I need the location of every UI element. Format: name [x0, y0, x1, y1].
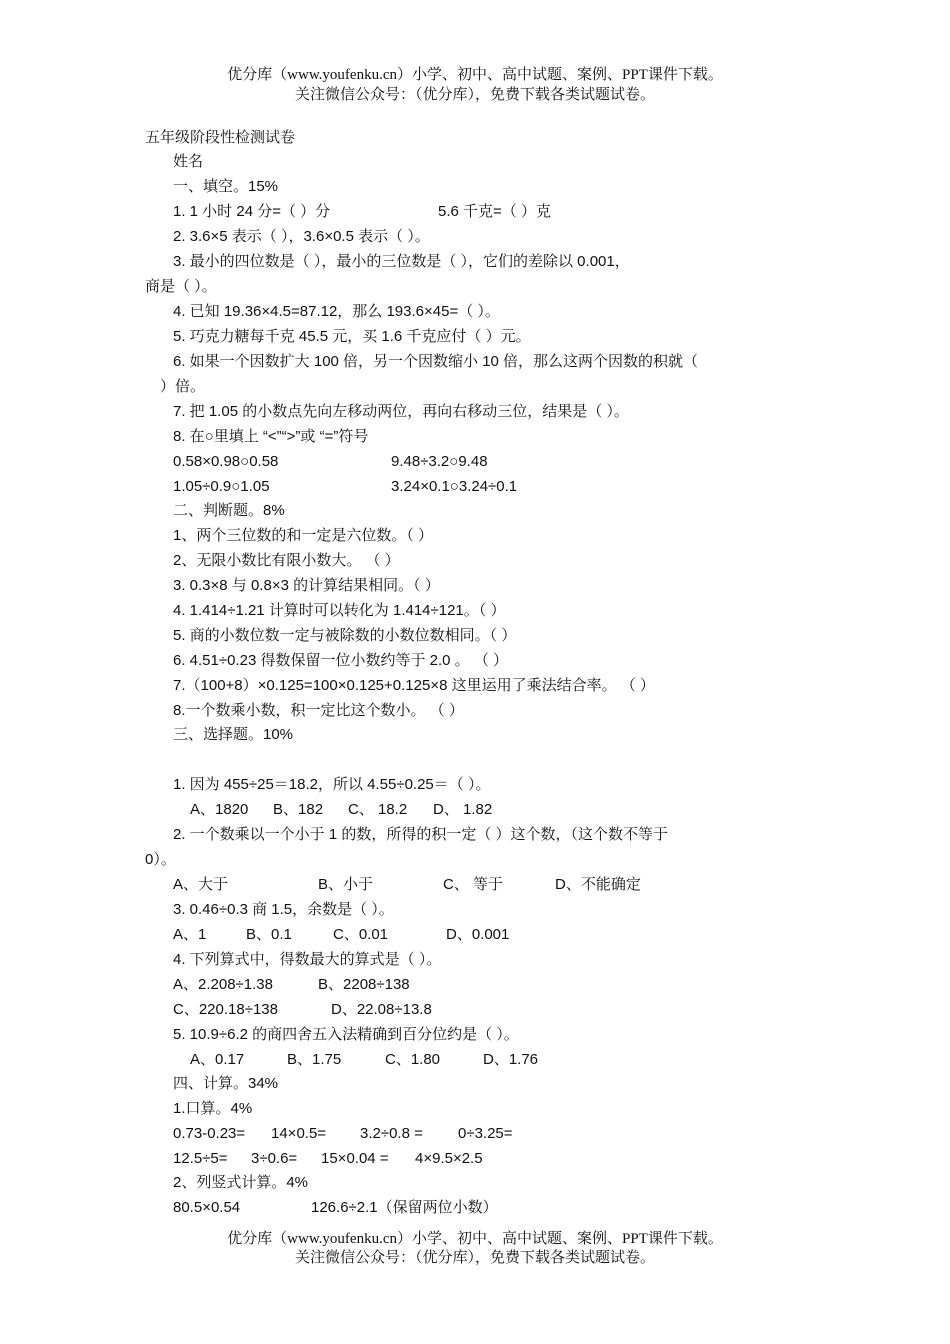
s2-item-1: 1、两个三位数的和一定是六位数。（ ）	[173, 527, 434, 544]
s3-q2-option-b: B、小于	[318, 876, 374, 893]
s1-q3-line2: 商是（ ）。	[145, 278, 217, 295]
s3-q5-option-a: A、0.17	[190, 1051, 245, 1068]
s3-q1-option-c: C、 18.2	[348, 801, 408, 818]
s3-q4-option-c: C、220.18÷138	[173, 1001, 278, 1018]
s3-q4-option-d: D、22.08÷13.8	[331, 1001, 432, 1018]
s4-vertical-2: 126.6÷2.1（保留两位小数）	[311, 1199, 498, 1216]
s1-q5: 5. 巧克力糖每千克 45.5 元，买 1.6 千克应付（ ）元。	[173, 328, 531, 345]
s2-item-7: 7.（100+8）×0.125=100×0.125+0.125×8 这里运用了乘法结合率。 （ ）	[173, 677, 655, 694]
s3-q3-option-d: D、0.001	[446, 926, 510, 943]
paper-title: 五年级阶段性检测试卷	[145, 129, 296, 146]
s4-oral-1-1: 0.73-0.23=	[173, 1125, 246, 1142]
s1-q8-item-2a: 1.05÷0.9○1.05	[173, 478, 270, 495]
s3-q5-option-b: B、1.75	[287, 1051, 342, 1068]
s2-item-4: 4. 1.414÷1.21 计算时可以转化为 1.414÷121。（ ）	[173, 602, 506, 619]
s2-item-6: 6. 4.51÷0.23 得数保留一位小数约等于 2.0 。 （ ）	[173, 652, 508, 669]
s4-oral-2-1: 12.5÷5=	[173, 1150, 228, 1167]
s4-vertical-1: 80.5×0.54	[173, 1199, 241, 1216]
s3-q2-option-d: D、不能确定	[555, 876, 641, 893]
s3-q1-option-a: A、1820	[190, 801, 249, 818]
s4-oral-1-3: 3.2÷0.8 =	[360, 1125, 423, 1142]
s3-q3: 3. 0.46÷0.3 商 1.5，余数是（ ）。	[173, 901, 394, 918]
s3-q3-option-b: B、0.1	[246, 926, 292, 943]
section2-heading: 二、判断题。8%	[173, 502, 285, 519]
s3-q1-option-b: B、182	[273, 801, 324, 818]
s3-q1: 1. 因为 455÷25＝18.2，所以 4.55÷0.25＝（ ）。	[173, 776, 491, 793]
s4-sub1: 1.口算。4%	[173, 1100, 253, 1117]
s4-sub2: 2、列竖式计算。4%	[173, 1174, 309, 1191]
footer-line-2: 关注微信公众号：（优分库），免费下载各类试题试卷。	[294, 1250, 655, 1266]
s1-q8: 8. 在○里填上 “<”“>”或 “=”符号	[173, 428, 369, 445]
s3-q3-option-a: A、1	[173, 926, 207, 943]
s1-q1-a: 1. 1 小时 24 分=（ ）分	[173, 203, 331, 220]
footer-line-1: 优分库（www.youfenku.cn）小学、初中、高中试题、案例、PPT课件下载。	[227, 1231, 723, 1247]
s3-q4-option-b: B、2208÷138	[318, 976, 410, 993]
s3-q1-option-d: D、 1.82	[433, 801, 493, 818]
s2-item-5: 5. 商的小数位数一定与被除数的小数位数相同。（ ）	[173, 627, 517, 644]
name-label: 姓名	[173, 153, 204, 170]
header-line-1: 优分库（www.youfenku.cn）小学、初中、高中试题、案例、PPT课件下载。	[227, 67, 723, 83]
s3-q5-option-d: D、1.76	[483, 1051, 539, 1068]
section1-heading: 一、填空。15%	[173, 178, 279, 195]
s1-q7: 7. 把 1.05 的小数点先向左移动两位，再向右移动三位，结果是（ ）。	[173, 403, 629, 420]
s1-q8-item-1a: 0.58×0.98○0.58	[173, 453, 279, 470]
s4-oral-1-2: 14×0.5=	[271, 1125, 327, 1142]
s3-q2-line1: 2. 一个数乘以一个小于 1 的数，所得的积一定（ ）这个数，（这个数不等于	[173, 826, 669, 843]
s3-q2-option-c: C、 等于	[443, 876, 504, 893]
section3-heading: 三、选择题。10%	[173, 726, 294, 743]
s3-q5: 5. 10.9÷6.2 的商四舍五入法精确到百分位约是（ ）。	[173, 1026, 519, 1043]
s1-q4: 4. 已知 19.36×4.5=87.12，那么 193.6×45=（ ）。	[173, 303, 500, 320]
s4-oral-2-3: 15×0.04 =	[321, 1150, 389, 1167]
section4-heading: 四、计算。34%	[173, 1075, 279, 1092]
s2-item-3: 3. 0.3×8 与 0.8×3 的计算结果相同。（ ）	[173, 577, 440, 594]
s3-q2-option-a: A、大于	[173, 876, 229, 893]
s1-q2: 2. 3.6×5 表示（ ），3.6×0.5 表示（ ）。	[173, 228, 430, 245]
s2-item-2: 2、无限小数比有限小数大。 （ ）	[173, 552, 400, 569]
s1-q6-line1: 6. 如果一个因数扩大 100 倍，另一个因数缩小 10 倍，那么这两个因数的积就（	[173, 353, 699, 370]
s3-q4: 4. 下列算式中，得数最大的算式是（ ）。	[173, 951, 442, 968]
s3-q4-option-a: A、2.208÷1.38	[173, 976, 273, 993]
s3-q5-option-c: C、1.80	[385, 1051, 441, 1068]
s1-q8-item-1b: 9.48÷3.2○9.48	[391, 453, 488, 470]
s1-q6-line2: ）倍。	[160, 378, 206, 395]
s1-q3-line1: 3. 最小的四位数是（ ），最小的三位数是（ ），它们的差除以 0.001，	[173, 253, 630, 270]
s1-q1-b: 5.6 千克=（ ）克	[438, 203, 551, 220]
s4-oral-1-4: 0÷3.25=	[458, 1125, 513, 1142]
s3-q2-line2: 0）。	[145, 851, 176, 868]
s3-q3-option-c: C、0.01	[333, 926, 389, 943]
s2-item-8: 8.一个数乘小数，积一定比这个数小。 （ ）	[173, 702, 464, 719]
s4-oral-2-4: 4×9.5×2.5	[415, 1150, 483, 1167]
header-line-2: 关注微信公众号：（优分库），免费下载各类试题试卷。	[294, 87, 655, 103]
s4-oral-2-2: 3÷0.6=	[251, 1150, 298, 1167]
s1-q8-item-2b: 3.24×0.1○3.24÷0.1	[391, 478, 518, 495]
